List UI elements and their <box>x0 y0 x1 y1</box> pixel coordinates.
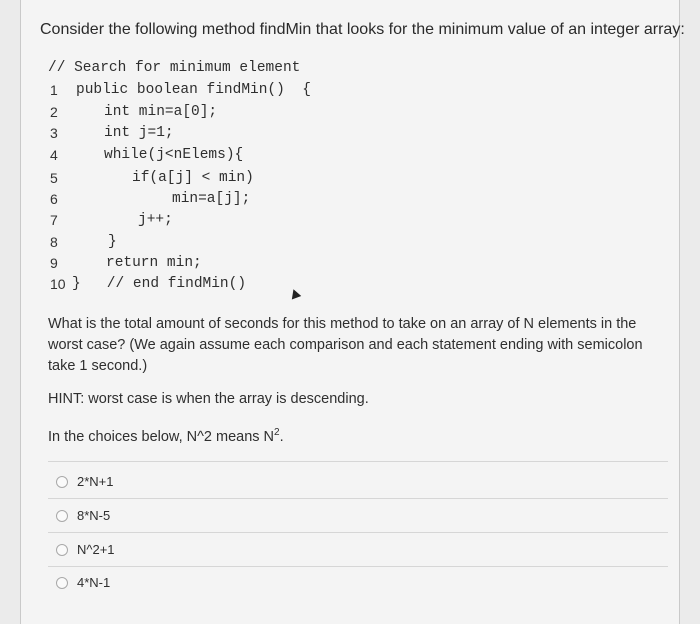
choice-option[interactable] <box>56 474 114 489</box>
divider <box>48 532 668 533</box>
radio-button[interactable] <box>56 544 68 556</box>
choice-label: N^2+1 <box>77 542 115 557</box>
choice-option[interactable] <box>56 542 115 557</box>
question-hint: HINT: worst case is when the array is descending. <box>48 391 369 407</box>
divider <box>48 566 668 567</box>
question-note: In the choices below, N^2 means $N^2$. <box>48 427 284 445</box>
choice-label: 2*N+1 <box>77 474 114 489</box>
choice-option[interactable] <box>56 508 110 523</box>
choice-option[interactable] <box>56 575 110 590</box>
radio-button[interactable] <box>56 510 68 522</box>
question-title: Consider the following method findMin that looks for the minimum value of an integer array: <box>40 21 685 38</box>
question-prompt: What is the total amount of seconds for this method to take on an array of N elements in the worst case? (We again assume each comparison and each statement ending with semicolon take 1 second.) <box>48 316 643 374</box>
divider <box>48 498 668 499</box>
choice-label: 8*N-5 <box>77 508 111 523</box>
radio-button[interactable] <box>56 577 68 589</box>
radio-button[interactable] <box>56 476 68 488</box>
divider <box>48 461 668 462</box>
choice-label: 4*N-1 <box>77 575 111 590</box>
code-comment: // Search for minimum element <box>48 60 301 76</box>
